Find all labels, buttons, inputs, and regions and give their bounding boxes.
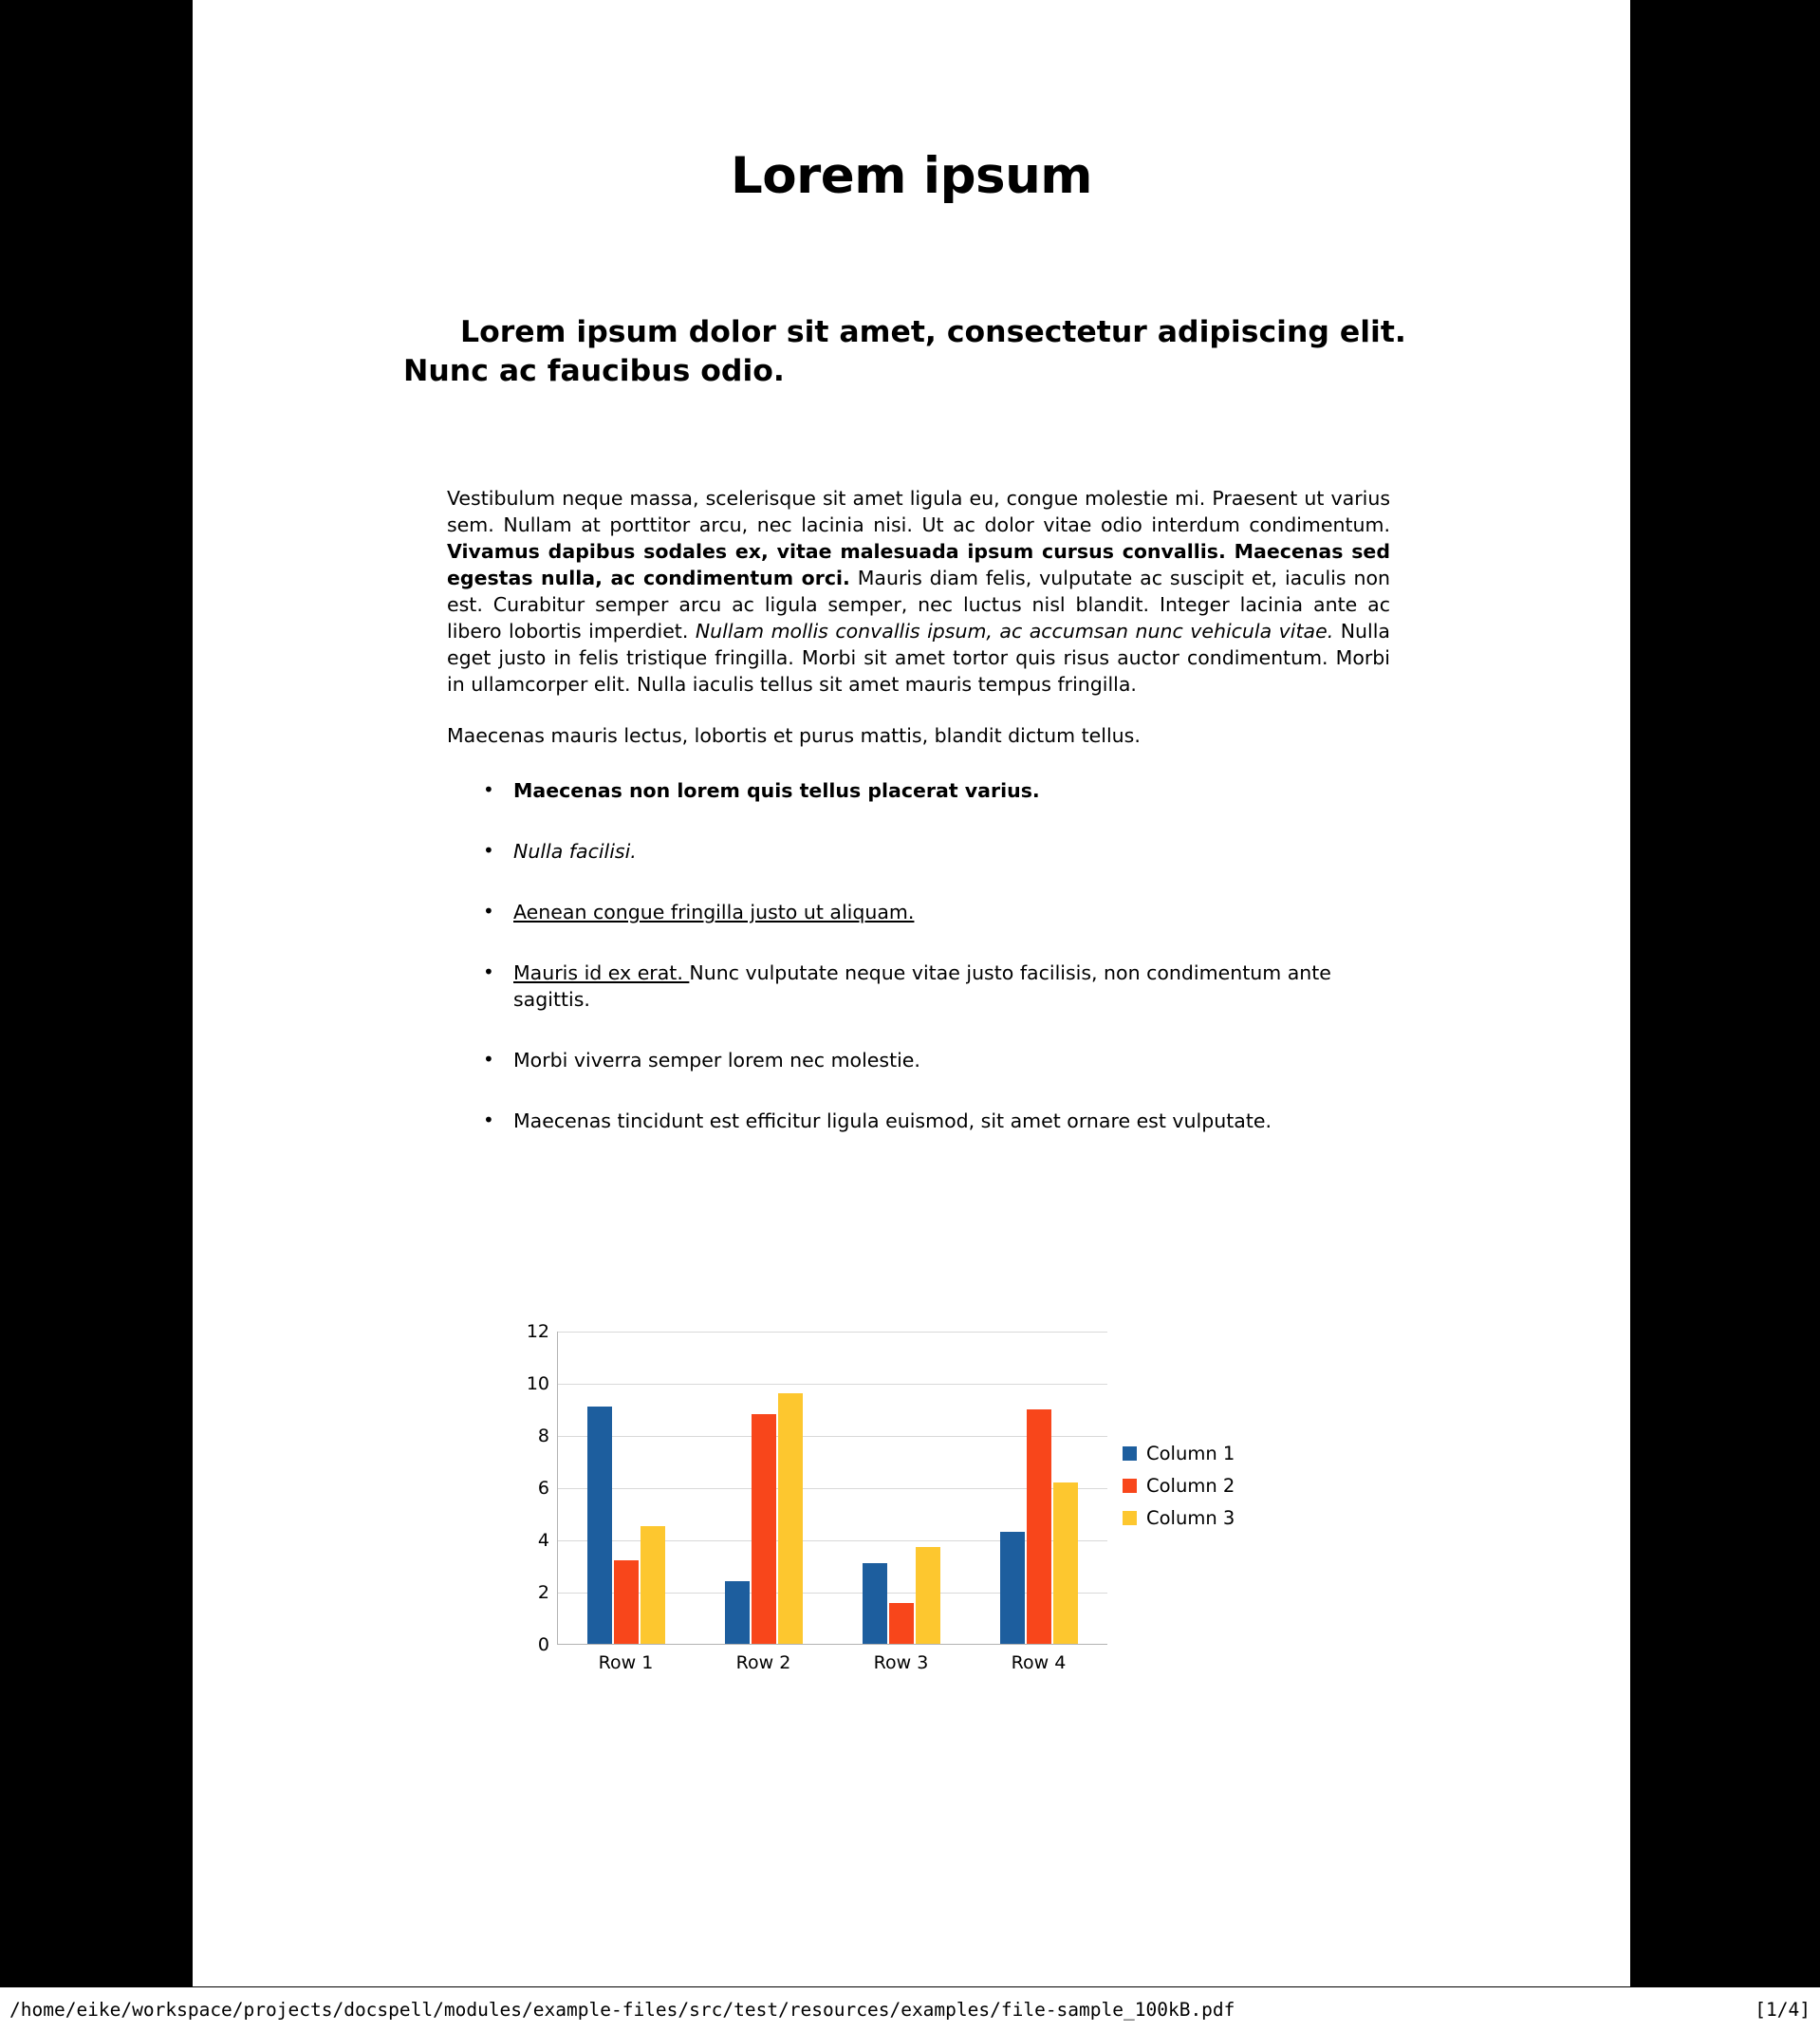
chart-bar [916,1547,940,1644]
chart-y-tick: 4 [537,1530,549,1551]
list-item [447,1048,1390,1074]
chart-legend-item [1123,1475,1235,1497]
chart-bar [614,1560,639,1644]
list-item [447,960,1390,1014]
chart-bar [1027,1409,1051,1645]
chart-bar [863,1563,887,1644]
chart-x-axis [557,1652,1107,1673]
pdf-page [193,0,1630,1986]
chart-bar-groups [558,1332,1107,1644]
list-item [447,900,1390,926]
paragraph-1-seg-2-bold: Vivamus dapibus sodales ex, vitae malesuada ipsum cursus convallis. Maecenas sed egestas nulla, ac condimentum orci. [447,539,1390,589]
chart-bar [1000,1532,1025,1644]
chart-bar-group [703,1332,824,1644]
list-item-tail: Nunc vulputate neque vitae justo facilisis, non condimentum ante sagittis. [513,960,1331,1011]
chart-bar [1053,1482,1078,1645]
chart-x-tick: Row 4 [1011,1652,1067,1673]
chart-x-tick: Row 1 [598,1652,654,1673]
chart-y-tick: 2 [537,1582,549,1603]
chart-bar [587,1407,612,1644]
chart-legend-item [1123,1507,1235,1529]
chart-legend [1123,1443,1235,1539]
bar-chart [447,1321,1301,1685]
chart-bar [752,1414,776,1644]
file-path: /home/eike/workspace/projects/docspell/modules/example-files/src/test/resources/examples/file-sample_100kB.pdf [9,1999,1235,2021]
legend-label: Column 3 [1146,1507,1235,1529]
bullet-list [447,778,1390,1135]
page-indicator: [1/4] [1755,1999,1811,2021]
paragraph-1-seg-1: Vestibulum neque massa, scelerisque sit amet ligula eu, congue molestie mi. Praesent ut varius sem. Nullam at porttitor arcu, nec lacinia nisi. Ut ac dolor vitae odio interdum condimentum. [447,487,1390,536]
chart-bar [889,1603,914,1644]
chart-y-tick: 0 [537,1634,549,1655]
chart-y-axis [447,1321,549,1655]
chart-x-tick: Row 3 [873,1652,929,1673]
paragraph-1 [447,486,1390,699]
chart-bar [725,1581,750,1644]
document-heading: Lorem ipsum dolor sit amet, consectetur adipiscing elit. Nunc ac faucibus odio. [403,315,1406,388]
status-bar [0,1986,1820,2032]
legend-swatch-icon [1123,1479,1137,1493]
legend-swatch-icon [1123,1446,1137,1461]
chart-y-tick: 6 [537,1478,549,1499]
list-item-text: Mauris id ex erat. [513,960,690,984]
chart-y-tick: 8 [537,1426,549,1446]
chart-y-tick: 12 [526,1321,549,1342]
chart-bar [778,1393,803,1644]
chart-legend-item [1123,1443,1235,1464]
chart-bar [641,1526,665,1644]
list-item [447,839,1390,866]
list-item [447,1109,1390,1135]
list-item-text: Morbi viverra semper lorem nec molestie. [513,1048,920,1072]
list-item [447,778,1390,805]
chart-bar-group [566,1332,687,1644]
legend-swatch-icon [1123,1511,1137,1525]
chart-bar-group [841,1332,961,1644]
chart-plot-area [557,1332,1107,1645]
legend-label: Column 2 [1146,1475,1235,1497]
legend-label: Column 1 [1146,1443,1235,1464]
paragraph-1-seg-5: Nulla eget justo in felis tristique fringilla. Morbi sit amet tortor quis risus auctor condimentum. Morbi in ullamcorper elit. Nulla iaculis tellus sit amet mauris tempus fringilla. [447,619,1390,696]
paragraph-1-seg-4-italic: Nullam mollis convallis ipsum, ac accumsan nunc vehicula vitae. [695,619,1334,643]
list-item-text: Maecenas tincidunt est efficitur ligula euismod, sit amet ornare est vulputate. [513,1109,1272,1132]
list-item-text: Nulla facilisi. [513,839,637,863]
chart-y-tick: 10 [526,1373,549,1394]
page-title: Lorem ipsum [730,147,1093,205]
list-item-text: Maecenas non lorem quis tellus placerat varius. [513,778,1040,802]
document-body [447,486,1390,1169]
paragraph-1-seg-3: Mauris diam felis, vulputate ac suscipit et, iaculis non est. Curabitur semper arcu ac ligula semper, nec luctus nisl blandit. Integer lacinia ante ac libero lobortis imperdiet. [447,566,1390,643]
chart-x-tick: Row 2 [735,1652,791,1673]
chart-bar-group [978,1332,1099,1644]
paragraph-2: Maecenas mauris lectus, lobortis et purus mattis, blandit dictum tellus. [447,723,1141,747]
list-item-text: Aenean congue fringilla justo ut aliquam. [513,900,915,923]
